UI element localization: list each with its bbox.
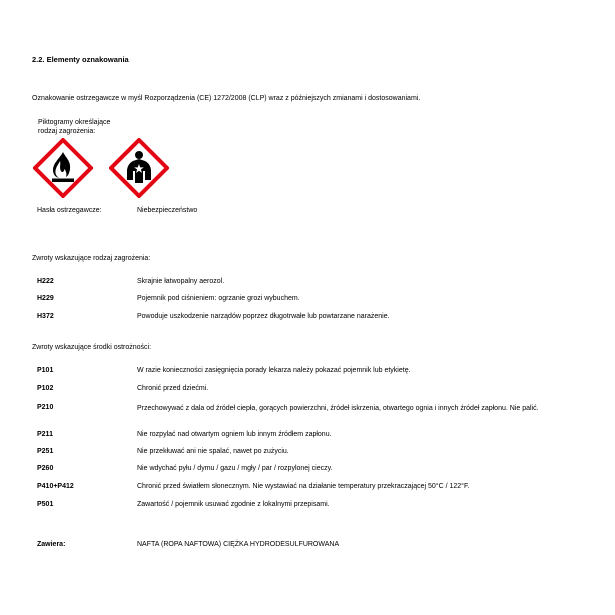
hazard-code: H222 [37, 278, 54, 285]
precaution-code: P251 [37, 448, 54, 455]
pictograms-label-line2: rodzaj zagrożenia: [38, 128, 96, 135]
intro-text: Oznakowanie ostrzegawcze w myśl Rozporządzenia (CE) 1272/2008 (CLP) wraz z późniejszych zmianami i dostosowaniami. [32, 95, 421, 102]
hazard-text: Powoduje uszkodzenie narządów poprzez długotrwałe lub powtarzane narażenie. [137, 313, 390, 320]
precaution-text: Nie wdychać pyłu / dymu / gazu / mgły / par / rozpylonej cieczy. [137, 465, 333, 472]
signal-word-value: Niebezpieczeństwo [137, 207, 198, 214]
hazard-text: Skrajnie łatwopalny aerozol. [137, 278, 225, 285]
precaution-heading: Zwroty wskazujące środki ostrożności: [32, 344, 152, 351]
health-hazard-icon [109, 138, 169, 198]
precaution-code: P501 [37, 501, 54, 508]
pictograms-label [38, 118, 110, 136]
precaution-code: P260 [37, 465, 54, 472]
precaution-text: Przechowywać z dala od źródeł ciepła, gorących powierzchni, źródeł iskrzenia, otwartego ognia i innych źródeł zapłonu. Nie palić. [137, 405, 539, 412]
precaution-code: P210 [37, 404, 54, 411]
precaution-text: Zawartość / pojemnik usuwać zgodnie z lokalnymi przepisami. [137, 501, 330, 508]
pictograms [33, 138, 169, 198]
precaution-text: Nie rozpylać nad otwartym ogniem lub innym źródłem zapłonu. [137, 431, 332, 438]
precaution-text: Chronić przed dziećmi. [137, 385, 209, 392]
precaution-text: Nie przekłuwać ani nie spalać, nawet po zużyciu. [137, 448, 289, 455]
precaution-code: P101 [37, 367, 54, 374]
section-title: 2.2. Elementy oznakowania [32, 55, 129, 64]
pictograms-label-line1: Piktogramy określające [38, 119, 111, 126]
signal-word-label: Hasła ostrzegawcze: [37, 207, 102, 214]
precaution-code: P102 [37, 385, 54, 392]
contains-value: NAFTA (ROPA NAFTOWA) CIĘŻKA HYDRODESULFUROWANA [137, 541, 340, 548]
flame-icon [33, 138, 93, 198]
precaution-code: P410+P412 [37, 483, 74, 490]
hazard-heading: Zwroty wskazujące rodzaj zagrożenia: [32, 255, 151, 262]
hazard-code: H372 [37, 313, 54, 320]
hazard-text: Pojemnik pod ciśnieniem: ogrzanie grozi wybuchem. [137, 295, 300, 302]
hazard-code: H229 [37, 295, 54, 302]
precaution-text: W razie konieczności zasięgnięcia porady lekarza należy pokazać pojemnik lub etykietę. [137, 367, 411, 374]
contains-label: Zawiera: [37, 541, 66, 548]
precaution-text: Chronić przed światłem słonecznym. Nie wystawiać na działanie temperatury przekraczającej 50°C / 122°F. [137, 483, 470, 490]
precaution-code: P211 [37, 431, 53, 438]
